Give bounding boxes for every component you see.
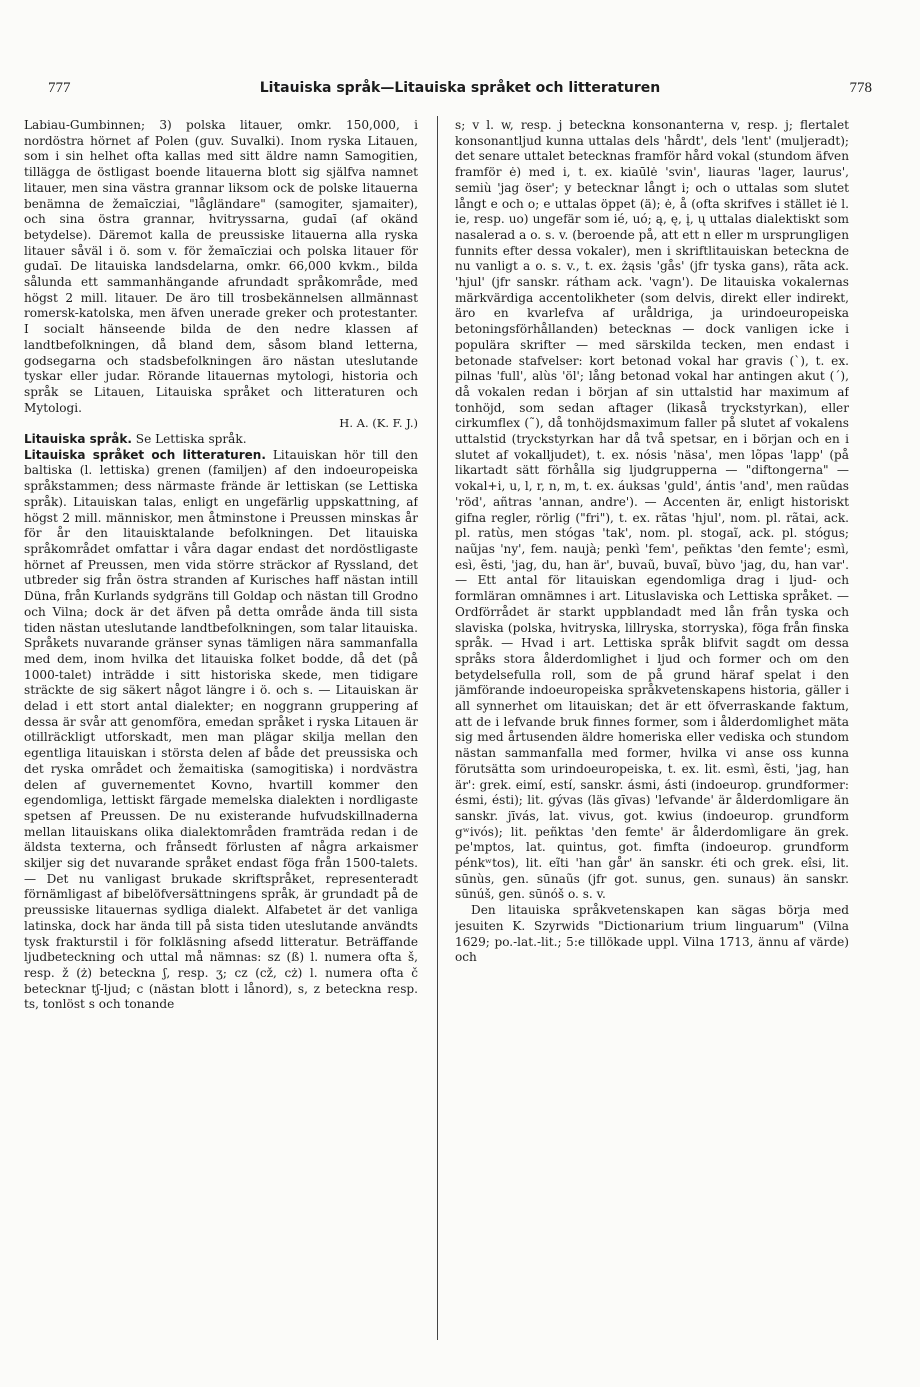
paragraph: Labiau-Gumbinnen; 3) polska litauer, omkr. 150,000, i nordöstra hörnet af Polen (guv. Suvalki). Inom ryska Litauen, som i sin helhet ofta kallas med sitt äldre namn Samogitien, tillägga de östligast boende litauerna blott sig själfva namnet litauer, men sina västra grannar liksom ock de polske litauerna benämna de žemaīcziai, "lågländare" (samogiter, sjamaiter), och sina östra grannar, hvitryssarna, gudaī (af okänd betydelse). Däremot kalla de preussiske litauerna alla ryska litauer såväl i ö. som v. för žemaīcziai och polska litauer för gudaī. De litauiska landsdelarna, omkr. 66,000 kvkm., bilda sålunda ett sammanhängande afrundadt språkområde, med högst 2 mill. litauer. De äro till trosbekännelsen allmännast romersk-katolska, men äfven unerade greker och protestanter. I socialt hänseende bilda de den nedre klassen af landtbefolkningen, då bland dem, såsom bland letterna, godsegarna och stadsbefolkningen äro nästan uteslutande tyskar eller judar. Rörande litauernas mytologi, historia och språk se Litauen, Litauiska språket och litteraturen och Mytologi. xyxy=(24,118,418,415)
column-divider xyxy=(437,116,438,1340)
entry-headword: Litauiska språk. xyxy=(24,432,132,447)
right-page-number: 778 xyxy=(849,80,872,96)
author-signature: H. A. (K. F. J.) xyxy=(339,416,418,431)
entry-text: Se Lettiska språk. xyxy=(135,432,247,447)
running-title: Litauiska språk—Litauiska språket och litteraturen xyxy=(259,80,661,96)
paragraph: Den litauiska språkvetenskapen kan sägas börja med jesuiten K. Szyrwids "Dictionarium trium linguarum" (Vilna 1629; po.-lat.-lit.; 5:e tillökade uppl. Vilna 1713, ännu af värde) och xyxy=(455,903,849,965)
page-header xyxy=(48,80,872,104)
paragraph: s; v l. w, resp. j beteckna konsonanterna v, resp. j; flertalet konsonantljud kunna uttalas dels 'hårdt', dels 'lent' (muljeradt); det senare uttalet betecknas framför hård vokal (stundom äfven framför ė) med i, t. ex. kiaūlė 'svin', liauras 'lager, laurus', semiù 'jag öser'; y betecknar långt i; och o uttalas som slutet långt e och o; e uttalas öppet (ä); ė, å (ofta skrifves i stället iė l. ie, resp. uo) ungefär som ié, uó; ą, ę, į, ų uttalas dialektiskt som nasalerad a o. s. v. (beroende på, att ett n eller m ursprungligen funnits efter dessa vokaler), men i skriftlitauiskan beteckna de nu vanligt a o. s. v., t. ex. żąsis 'gås' (jfr tyska gans), rãta ack. 'hjul' (jfr sanskr. rátham ack. 'vagn'). De litauiska vokalernas märkvärdiga accentolikheter (som delvis, direkt eller indirekt, äro en kvarlefva af uråldriga, ja urindoeuropeiska betoningsförhållanden) betecknas — dock vanligen icke i populära skrifter — med särskilda tecken, men endast i betonade stafvelser: kort betonad vokal har gravis (`), t. ex. pilnas 'full', alùs 'öl'; lång betonad vokal har antingen akut (´), då vokalen redan i början af sin uttalstid har maximum af tonhöjd, som sedan aftager (likaså tryckstyrkan), eller cirkumflex (˜), då tonhöjdsmaximum faller på slutet af vokalens uttalstid (tryckstyrkan har då två spetsar, en i början och en i slutet af vokalljudet), t. ex. nósis 'näsa', men lõpas 'lapp' (på likartadt sätt förhålla sig ljudgrupperna — "diftongerna" — vokal+i, u, l, r, n, m, t. ex. áuksas 'guld', ántis 'and', men raũdas 'röd', añtras 'annan, andre'). — Accenten är, enligt historiskt gifna regler, rörlig ("fri"), t. ex. rãtas 'hjul', nom. pl. rãtai, ack. pl. ratùs, men stógas 'tak', nom. pl. stogaĩ, ack. pl. stógus; naũjas 'ny', fem. naujà; penkì 'fem', peñktas 'den femte'; esmì, esì, ẽsti, 'jag, du, han är', buvaũ, buvaĩ, bùvo 'jag, du, han var'. — Ett antal för litauiskan egendomliga drag i ljud- och formläran omnämnes i art. Lituslaviska och Lettiska språket. — Ordförrådet är starkt uppblandadt med lån från tyska och slaviska (polska, hvitryska, lillryska, storryska), föga från finska språk. — Hvad i art. Lettiska språk blifvit sagdt om dessa språks stora ålderdomlighet i ljud och former och om den betydelsefulla roll, som de på grund häraf spelat i den jämförande indoeuropeiska språkvetenskapens historia, gäller i all synnerhet om litauiskan; det är ett öfverraskande faktum, att de i lefvande bruk finnes former, som i ålderdomlighet mäta sig med årtusenden äldre homeriska eller vediska och stundom nästan sammanfalla med former, hvilka vi anse oss kunna förutsätta som urindoeuropeiska, t. ex. lit. esmì, ẽsti, 'jag, han är': grek. eimí, estí, sanskr. ásmi, ásti (indoeurop. grundformer: ésmi, ésti); lit. gývas (läs gīvas) 'lefvande' är ålderdomligare än sanskr. jīvás, lat. vivus, got. kwius (indoeurop. grundform gʷivós); lit. peñktas 'den femte' är ålderdomligare än grek. pe'mptos, lat. quintus, got. fimfta (indoeurop. grundform pénkʷtos), lit. eĩti 'han går' än sanskr. éti och grek. eîsi, lit. sūnùs, gen. sūnaũs (jfr got. sunus, gen. sunaus) än sanskr. sūnúš, gen. sūnóš o. s. v. xyxy=(455,118,849,902)
right-column xyxy=(455,118,849,1346)
entry-headword: Litauiska språket och litteraturen. xyxy=(24,447,266,462)
left-column xyxy=(24,118,418,1346)
entry-text: Litauiskan hör till den baltiska (l. lettiska) grenen (familjen) af den indoeuropeiska språkstammen; dess närmaste frände är lettiskan (se Lettiska språk). Litauiskan talas, enligt en ungefärlig uppskattning, af högst 2 mill. människor, men åtminstone i Preussen minskas år för år den litauisktalande befolkningen. Det litauiska språkområdet omfattar i våra dagar endast det nordöstligaste hörnet af Preussen, men vida större sträckor af Ryssland, det utbreder sig från östra stranden af Kurisches haff nästan intill Düna, från Kurlands sydgräns till Goldap och nästan till Grodno och Vilna; dock är det äfven på detta område ända till sista tiden nästan uteslutande landtbefolkningen, som talar litauiska. Språkets nuvarande gränser synas tämligen nära sammanfalla med dem, inom hvilka det litauiska folket bodde, då det (på 1000-talet) inträdde i sitt historiska skede, men tidigare sträckte de sig säkert något längre i ö. och s. — Litauiskan är delad i ett stort antal dialekter; en noggrann gruppering af dessa är svår att genomföra, emedan språket i ryska Litauen är otillräckligt utforskadt, men man plägar skilja mellan den egentliga litauiskan i största delen af både det preussiska och det ryska området och žemaitiska (samogitiska) i nordvästra delen af guvernementet Kovno, hvartill kommer den egendomliga, lettiskt färgade memelska dialekten i nordligaste spetsen af Preussen. De nu existerande hufvudskillnaderna mellan litauiskans olika dialektområden framträda redan i de äldsta texterna, och frånsedt förlusten af några arkaismer skiljer sig det nuvarande språket endast föga från 1500-talets. — Det nu vanligast brukade skriftspråket, representeradt förnämligast af bibelöfversättningens språk, är grundadt på de preussiske litauernas sydliga dialekt. Alfabetet är det vanliga latinska, dock har ända till på sista tiden uteslutande användts tysk frakturstil i för folkläsning afsedd litteratur. Beträffande ljudbeteckning och uttal må nämnas: sz (ß) l. numera ofta š, resp. ž (ż) beteckna ʃ, resp. ʒ; cz (cž, cż) l. numera ofta č betecknar tʃ-ljud; c (nästan blott i lånord), s, z beteckna resp. ts, tonlöst s och tonande xyxy=(24,447,418,1012)
left-page-number: 777 xyxy=(48,80,71,96)
entry-litauiska-spraket xyxy=(24,448,418,1013)
entry-litauiska-sprak xyxy=(24,432,418,448)
